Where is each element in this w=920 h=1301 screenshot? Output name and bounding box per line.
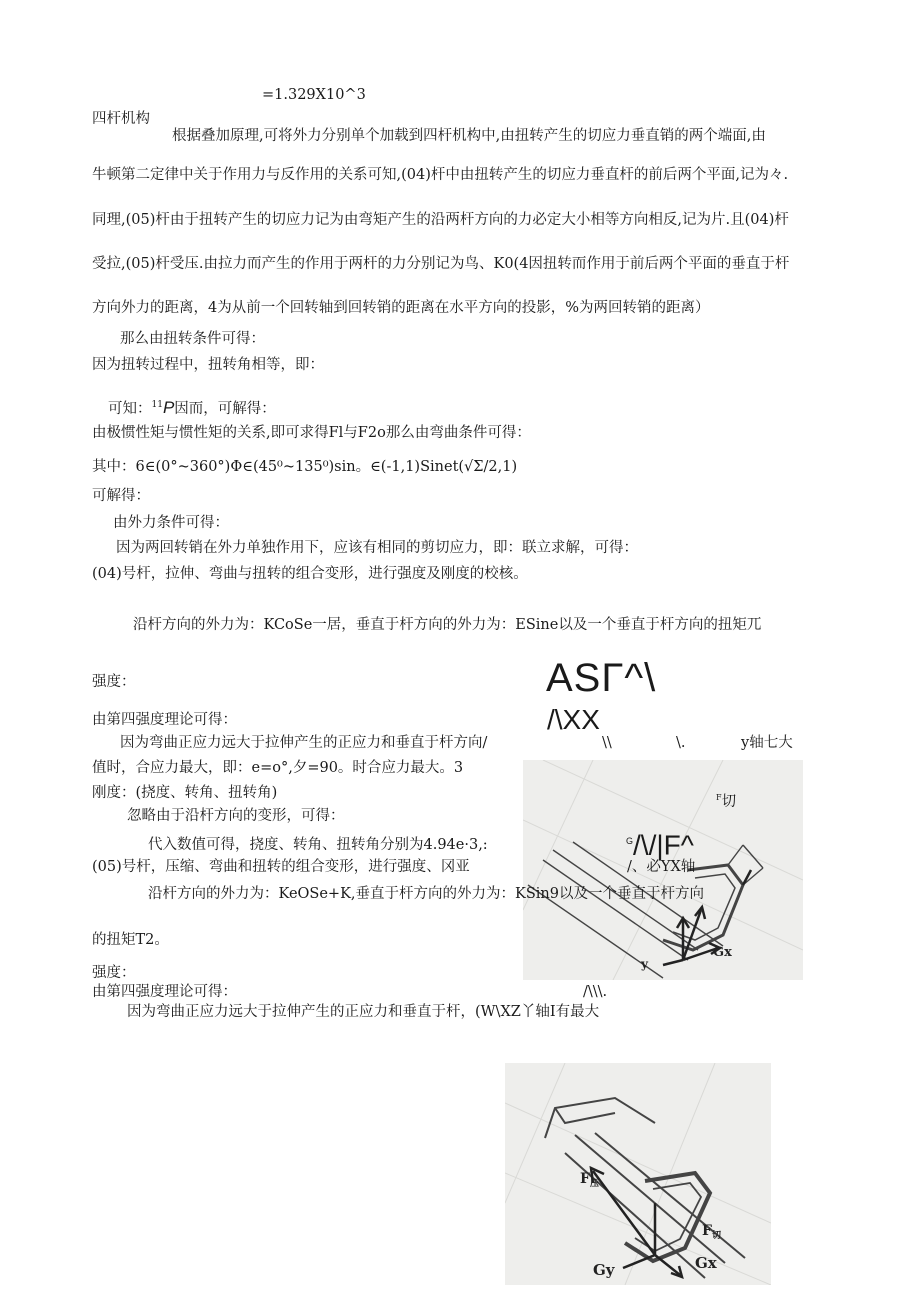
label-subscript: 压: [589, 1179, 599, 1189]
text-line: 因为两回转销在外力单独作用下，应该有相同的剪切应力，即：联立求解，可得：: [116, 540, 638, 556]
label-gy: Gy: [593, 1261, 615, 1279]
ocr-formula-large: ASΓ^\: [546, 656, 657, 700]
text-line: 强度：: [92, 965, 136, 981]
text-fragment: /\\\.: [583, 984, 608, 1000]
force-diagram-figure: [505, 1063, 771, 1285]
text-fragment: 可知：: [108, 400, 152, 417]
text-fragment: \\: [602, 735, 612, 751]
paragraph-line: 根据叠加原理,可将外力分别单个加载到四杆机构中,由扭转产生的切应力垂直销的两个端面,由: [172, 128, 766, 144]
text-line: 值时，合应力最大，即：e=o°,夕=90。时合应力最大。3: [92, 760, 464, 776]
paragraph-line: 同理,(05)杆由于扭转产生的切应力记为由弯矩产生的沿两杆方向的力必定大小相等方向相反,记为片.且(04)杆: [92, 212, 789, 228]
force-diagram-drawing: [505, 1063, 771, 1285]
paragraph-line: 方向外力的距离，4为从前一个回转轴到回转销的距离在水平方向的投影，%为两回转销的距离）: [92, 300, 710, 316]
text-line: 由第四强度理论可得：: [92, 712, 237, 728]
text-line: (05)号杆，压缩、弯曲和扭转的组合变形，进行强度、冈亚: [92, 859, 470, 875]
label-gx: Gx: [713, 945, 732, 960]
paragraph-line: 受拉,(05)杆受压.由拉力而产生的作用于两杆的力分别记为鸟、K0(4因扭转而作用于前后两个平面的垂直于杆: [92, 256, 790, 272]
label-main: F: [702, 1223, 712, 1239]
superscript: F: [716, 793, 722, 802]
label-gx: Gx: [695, 1254, 717, 1272]
text-line: (04)号杆，拉伸、弯曲与扭转的组合变形，进行强度及刚度的校核。: [92, 566, 528, 582]
text-fragment: /、必YX轴: [627, 859, 696, 875]
text-line: 那么由扭转条件可得：: [120, 331, 265, 347]
force-label: [716, 789, 736, 811]
text-line: 由极惯性矩与惯性矩的关系,即可求得Fl与F2o那么由弯曲条件可得：: [92, 425, 531, 441]
ocr-formula-medium: [626, 826, 694, 860]
text-line: 因为扭转过程中，扭转角相等，即：: [92, 357, 324, 373]
label-main: F: [580, 1171, 590, 1187]
label-subscript: 切: [711, 1231, 721, 1241]
label-y: y: [641, 957, 648, 971]
text-line: 忽略由于沿杆方向的变形，可得：: [127, 808, 345, 824]
italic-symbol: P: [162, 397, 175, 417]
text-fragment: \.: [676, 735, 686, 751]
text-fragment: 切: [721, 793, 737, 810]
text-fragment: 因而，可解得：: [174, 400, 276, 417]
ocr-formula-large: /\XX: [547, 704, 600, 735]
text-line: [108, 396, 276, 418]
paragraph-line: 牛顿第二定律中关于作用力与反作用的关系可知,(04)杆中由扭转产生的切应力垂直杆的前后两个平面,记为々.: [92, 167, 789, 183]
text-fragment: /\/|F^: [633, 829, 694, 861]
superscript: G: [626, 836, 634, 846]
text-line: 可解得：: [92, 488, 150, 504]
text-line: 由外力条件可得：: [113, 515, 229, 531]
text-line: 沿杆方向的外力为：KCoSe一居，垂直于杆方向的外力为：ESine以及一个垂直于杆方向的扭矩兀: [133, 617, 762, 633]
text-line: 刚度：(挠度、转角、扭转角): [92, 785, 278, 801]
text-line: 因为弯曲正应力远大于拉伸产生的正应力和垂直于杆，(W\XZ丫轴I有最大: [127, 1004, 600, 1020]
superscript: 11: [151, 400, 163, 410]
text-line: 沿杆方向的外力为：KeOSe+K,垂直于杆方向的外力为：KSin9以及一个垂直于杆方向: [148, 886, 704, 902]
section-label: 四杆机构: [92, 111, 150, 127]
text-line: 代入数值可得，挠度、转角、扭转角分别为4.94e·3,:: [148, 837, 488, 853]
text-line: 由第四强度理论可得：: [92, 984, 237, 1000]
formula-top: =1.329X10^3: [262, 87, 366, 103]
text-line: 强度：: [92, 674, 136, 690]
text-fragment: y轴七大: [741, 735, 793, 751]
text-line: 其中：6∈(0°~360°)Φ∈(45⁰~135⁰)sin。∈(-1,1)Sinet(√Σ/2,1): [92, 459, 518, 475]
text-line: 的扭矩T2。: [92, 932, 169, 948]
text-line: 因为弯曲正应力远大于拉伸产生的正应力和垂直于杆方向/: [120, 735, 488, 751]
